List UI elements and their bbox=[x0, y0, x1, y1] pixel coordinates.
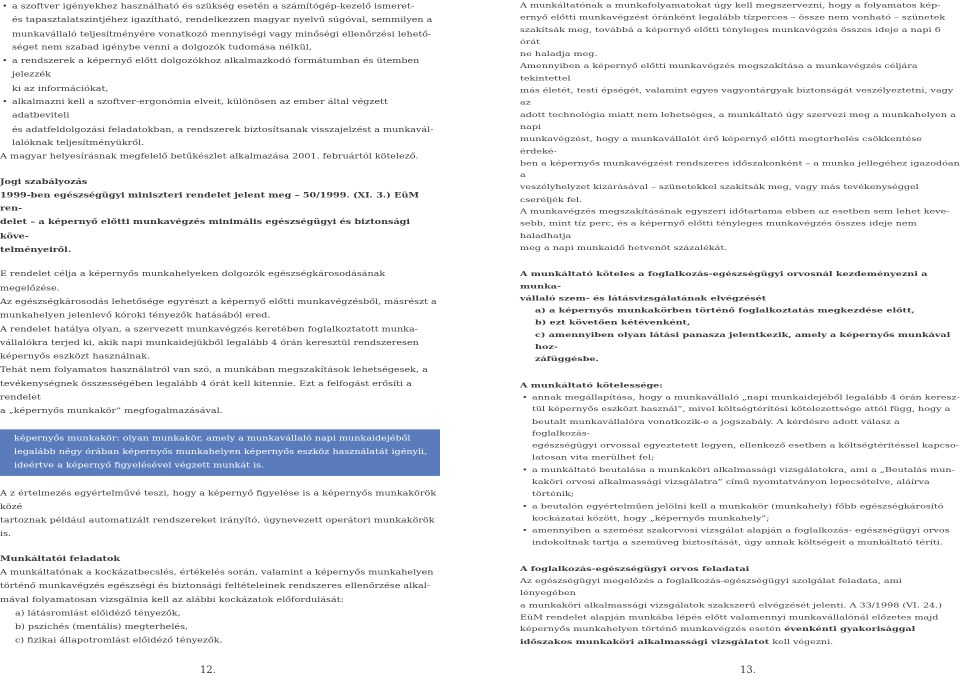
section-heading-jogi: Jogi szabályozás bbox=[0, 177, 88, 186]
list-item: • a rendszerek a képernyő előtt dolgozókhoz alkalmazkodó formátumban és ütemben jelezzék ki az információkat, bbox=[0, 55, 440, 96]
list-item: • a beutalón egyértelműen jelölni kell a munkakör (munkahely) főbb egészségkárosító kockázatai között, hogy „képernyős munkahely”; bbox=[520, 501, 960, 525]
eye-exam-heading: A munkáltató köteles a foglalkozás-egészségügyi orvosnál kezdeményezni a munka- vállaló szem- és látásvizsgálatának elvégzését bbox=[520, 270, 928, 303]
paragraph: Amennyiben a képernyő előtti munkavégzés megszakítása a munkavégzés céljára tekintettel más életét, testi épségét, valamint egyes vagyontárgyak biztonságát veszélyeztetni, vagy az adott technológia miatt nem lehetséges, a munkáltató úgy szervezi meg a munkahelyen a napi munkavégzést, hogy a munkavállalót érő képernyő előtti megterhelés csökkentése érdeké- ben a képernyős munkavégzést rendszeres időszakonként – a munka jellegéhez igazodóan a veszélyhelyzet kizárásával – szünetekkel szakítsák meg, vagy más tevékenységgel cseréljék fel. bbox=[520, 62, 960, 204]
section-heading-kotelesseg: A munkáltató kötelessége: bbox=[520, 381, 663, 390]
software-requirements-list bbox=[0, 0, 440, 150]
list-item: • amennyiben a szemész szakorvosi vizsgálat alapján a foglalkozás- egészségügyi orvos indokoltnak tartja a szemüveg biztosítását, úgy annak költségeit a munkáltató téríti. bbox=[520, 525, 960, 549]
list-item: • a szoftver igényekhez használható és szükség esetén a számítógép-kezelő ismeret- és tapasztalatszintjéhez igazítható, rendelkezzen magyar nyelvű súgóval, semmilyen a munkavállaló teljesítményére vonatkozó mennyiségi vagy minőségi ellenőrzési lehető- séget nem szabad igénybe venni a dolgozók tudomása nélkül, bbox=[0, 0, 440, 55]
paragraph-text: EüM rendelet alapján munkába lépés előtt valamennyi munkavállalónál előzetes majd képernyős munkahelyen történő munkavégzés esetén bbox=[520, 613, 939, 634]
definition-box: képernyős munkakör: olyan munkakör, amely a munkavállaló napi munkaidejéből legalább négy órában képernyős munkahelyen képernyős eszköz használatát igényli, ideértve a képernyő figyelésével végzett munkát is. bbox=[0, 429, 440, 475]
left-page bbox=[0, 0, 440, 677]
paragraph: A z értelmezés egyértelművé teszi, hogy a képernyő figyelése is a képernyős munkakörök közé tartoznak például automatizált rendszereket irányító, úgynevezett operátori munkakörök is. bbox=[0, 488, 437, 539]
list-item: c) fizikai állapotromlást előidéző tényezők. bbox=[15, 636, 223, 646]
list-item: • a munkáltató beutalása a munkaköri alkalmassági vizsgálatokra, ami a „Beutalás mun- kaköri orvosi alkalmassági vizsgálatra” című nyomtatványon lepecsételve, aláírva történik; bbox=[520, 464, 960, 500]
list-item: a) a képernyős munkakörben történő foglalkoztatás megkezdése előtt, bbox=[535, 306, 915, 315]
section-heading-munkaltatoi: Munkáltatói feladatok bbox=[0, 554, 121, 564]
paragraph: A munkáltatónak a munkafolyamatokat úgy kell megszervezni, hogy a folyamatos kép- ernyő előtti munkavégzést óránként legalább tízperces – össze nem vonható – szünetek szakítsák meg, továbbá a képernyő előtti tényleges munkavégzés összes ideje a napi 6 órát ne haladja meg. bbox=[520, 2, 946, 59]
list-item: • annak megállapítása, hogy a munkavállaló „napi munkaidejéből legalább 4 órán keresz- tül képernyős eszközt használ”, mivel költségtérítési kötelezettsége attól függ, hogy a beutalt munkavállalóra vonatkozik-e a jogszabály. A kérdésre adott válasz a foglalkozás- egészségügyi orvossal egyeztetett legyen, ellenkező esetben a költségtérítéssel kapcso- latosan vita merülhet fel; bbox=[520, 392, 960, 465]
paragraph: Az egészségügyi megelőzés a foglalkozás-egészségügyi szolgálat feladata, ami lényegében a munkaköri alkalmassági vizsgálatok szakszerű elvégzését jelenti. A 33/1998 (VI. 24.) bbox=[520, 577, 942, 610]
right-page bbox=[520, 0, 960, 677]
list-item: • alkalmazni kell a szoftver-ergonómia elveit, különösen az ember által végzett adatbeviteli és adatfeldolgozási feladatokban, a rendszerek biztosítsanak visszajelzést a munkavál- lalóknak teljesítményükről. bbox=[0, 96, 440, 151]
page-number: 13. bbox=[740, 665, 756, 676]
list-item: c) amennyiben olyan látási panasza jelentkezik, amely a képernyős munkával hoz- záfüggésbe. bbox=[535, 331, 951, 364]
eye-exam-list bbox=[520, 305, 960, 366]
paragraph: A munkáltatónak a kockázatbecslés, értékelés során, valamint a képernyős munkahelyen történő munkavégzés egészségi és biztonsági feltételeinek rendszeres ellenőrzése alkal- mával folyamatosan vizsgálnia kell az alábbi kockázatok előfordulását: bbox=[0, 568, 434, 605]
paragraph bbox=[520, 612, 960, 648]
risk-list bbox=[0, 607, 440, 648]
list-item: b) ezt követően kétévenként, bbox=[535, 319, 691, 327]
list-item: b) pszichés (mentális) megterhelés, bbox=[15, 622, 189, 632]
regulation-purpose: E rendelet célja a képernyős munkahelyeken dolgozók egészségkárosodásának megelőzése. bbox=[0, 270, 386, 293]
left-column bbox=[0, 0, 440, 648]
section-heading-orvos: A foglalkozás-egészségügyi orvos feladatai bbox=[520, 565, 750, 573]
paragraph: Tehát nem folyamatos használatról van szó, a munkában megszakítások lehetségesek, a tevékenységnek összességében legalább 4 órát kell kitennie. Ezt a felfogást erősíti a rendelet a „képernyős munkakör” megfogalmazásával. bbox=[0, 365, 428, 416]
bold-phrase: évenkénti gyakorisággal időszakos munkaköri alkalmassági vizsgálatot bbox=[520, 625, 916, 646]
page-number: 12. bbox=[200, 665, 216, 676]
paragraph-end: kell végezni. bbox=[769, 637, 834, 646]
paragraph: Az egészségkárosodás lehetősége egyrészt a képernyő előtti munkavégzésből, másrészt a munkahelyen jelenlevő kóroki tényezők hatásából ered. bbox=[0, 297, 437, 320]
list-item: a) látásromlást előidéző tényezők, bbox=[15, 609, 181, 618]
paragraph: A munkavégzés megszakításának egyszeri időtartama ebben az esetben sem lehet keve- sebb, mint tíz perc, és a képernyő előtti tényleges munkavégzés összes ideje nem haladhatja meg a napi munkaidő hetvenöt százalékát. bbox=[520, 208, 950, 253]
paragraph: A rendelet hatálya olyan, a szervezett munkavégzés keretében foglalkoztatott munka- vállalókra terjed ki, akik napi munkaidejükből legalább 4 órán keresztül rendszeresen képernyős eszközt használnak. bbox=[0, 324, 419, 361]
right-column bbox=[520, 0, 960, 648]
regulation-heading: 1999-ben egészségügyi miniszteri rendelet jelent meg – 50/1999. (XI. 3.) EüM ren- delet – a képernyő előtti munkavégzés minimális egészségügyi és biztonsági köve- telményeiről. bbox=[0, 190, 420, 255]
duties-list bbox=[520, 392, 960, 550]
charset-paragraph: A magyar helyesírásnak megfelelő betűkészlet alkalmazása 2001. februártól kötelező. bbox=[0, 152, 419, 162]
